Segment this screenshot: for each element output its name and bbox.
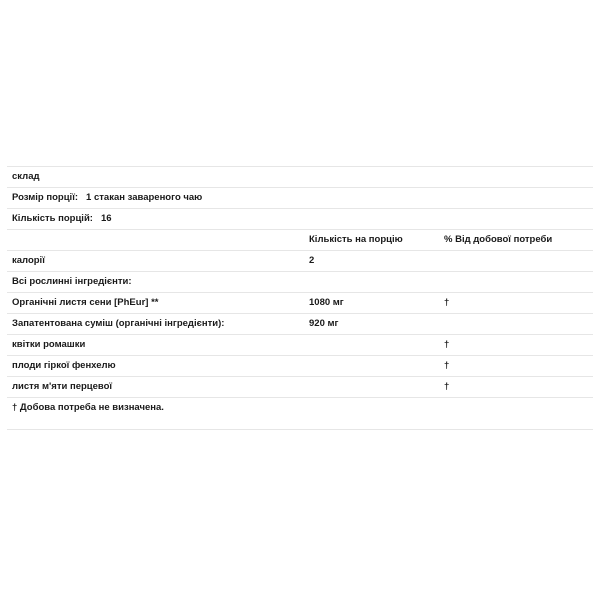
serving-size-row xyxy=(7,188,593,209)
ingredient-name: Органічні листя сени [PhEur] ** xyxy=(12,297,159,308)
servings-value: 16 xyxy=(100,213,112,224)
ingredient-name: плоди гіркої фенхелю xyxy=(12,360,116,371)
table-title-row xyxy=(7,167,593,188)
ingredient-name: калорії xyxy=(12,255,45,266)
supplement-facts-table xyxy=(7,166,593,430)
serving-size-value: 1 стакан завареного чаю xyxy=(86,192,203,203)
ingredient-dv: † xyxy=(444,339,450,350)
servings-label: Кількість порцій: xyxy=(12,213,93,224)
ingredient-name: квітки ромашки xyxy=(12,339,86,350)
ingredient-dv: † xyxy=(444,360,450,371)
ingredient-dv: † xyxy=(444,381,450,392)
ingredient-amount: 1080 мг xyxy=(309,297,344,308)
ingredient-amount: 920 мг xyxy=(309,318,339,329)
table-row xyxy=(7,251,593,272)
table-row xyxy=(7,272,593,293)
serving-size-label: Розмір порції: xyxy=(12,192,79,203)
ingredient-dv: † xyxy=(444,297,450,308)
ingredient-name: листя м'яти перцевої xyxy=(12,381,113,392)
servings-row xyxy=(7,209,593,230)
amount-header: Кількість на порцію xyxy=(309,234,403,245)
footnote: † Добова потреба не визначена. xyxy=(12,402,164,413)
table-title: склад xyxy=(12,171,40,182)
table-row xyxy=(7,377,593,398)
table-row xyxy=(7,314,593,335)
column-header-row xyxy=(7,230,593,251)
table-row xyxy=(7,356,593,377)
table-row xyxy=(7,335,593,356)
daily-value-header: % Від добової потреби xyxy=(444,234,553,245)
table-row xyxy=(7,293,593,314)
ingredient-amount: 2 xyxy=(309,255,315,266)
ingredient-name: Запатентована суміш (органічні інгредієнти): xyxy=(12,318,225,329)
ingredient-name: Всі рослинні інгредієнти: xyxy=(12,276,132,287)
footnote-row xyxy=(7,398,593,430)
